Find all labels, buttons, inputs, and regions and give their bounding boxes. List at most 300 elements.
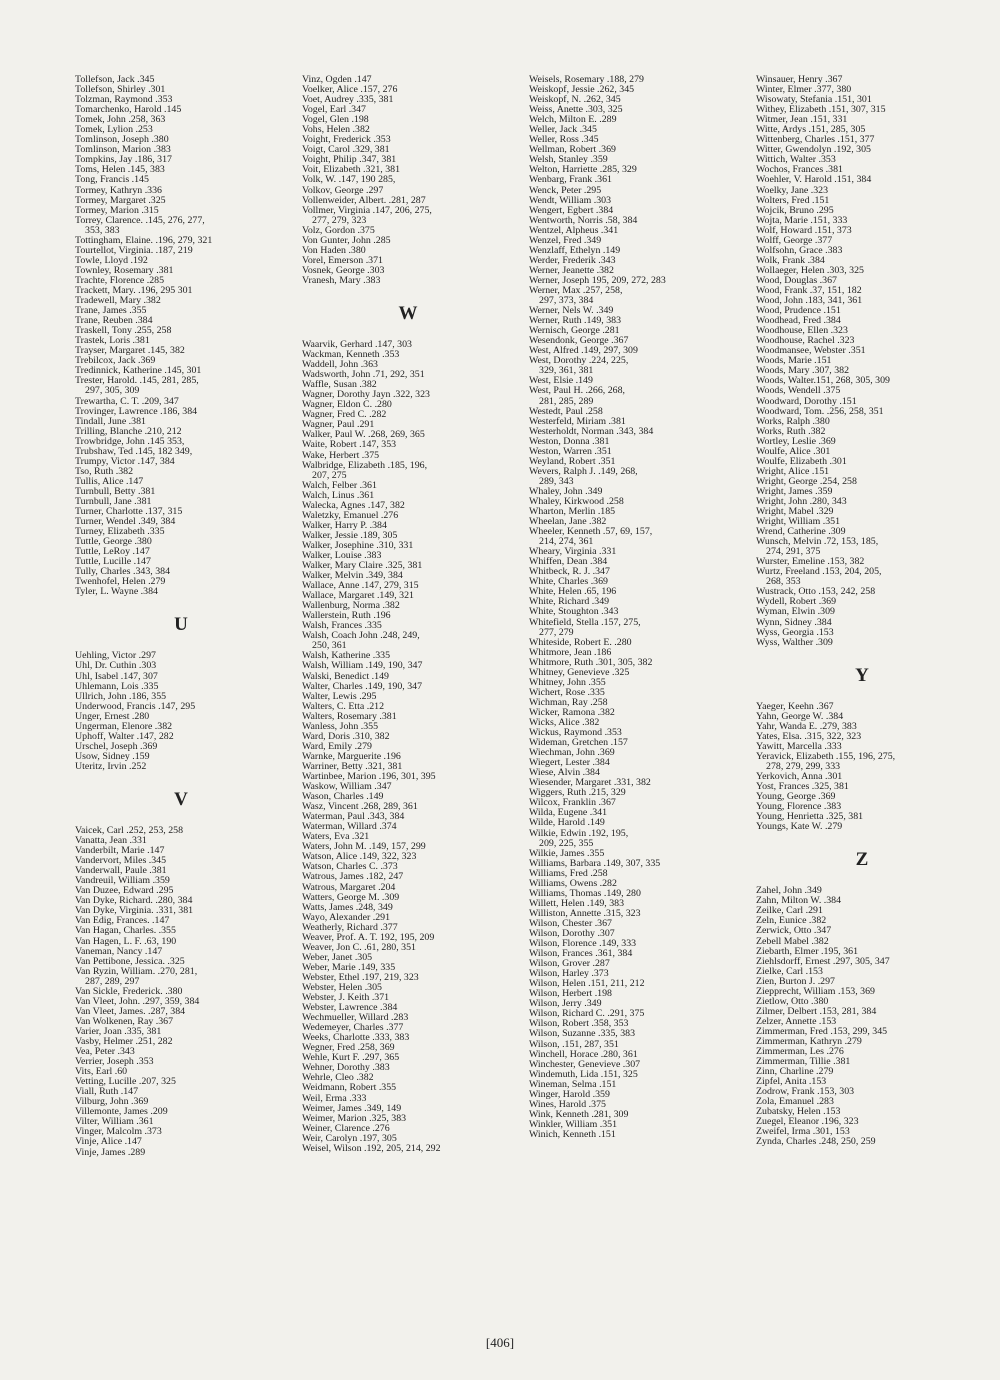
index-entry: White, Stoughton .343 xyxy=(529,607,619,618)
index-entry: Webster, Ethel .197, 219, 323 xyxy=(302,972,419,983)
index-entry: Watts, James .248, 349 xyxy=(302,902,393,913)
index-entry: Waletzky, Emanuel .276 xyxy=(302,510,399,521)
index-entry: Weiss, Anette .303, 325 xyxy=(529,105,623,116)
index-entry: Ullrich, John .186, 355 xyxy=(75,691,167,702)
index-entry-continuation: 297, 373, 384 xyxy=(539,296,594,307)
index-entry: Williams, Fred .258 xyxy=(529,868,608,879)
index-entry: Turner, Wendel .349, 384 xyxy=(75,517,176,528)
index-entry: Unger, Ernest .280 xyxy=(75,711,150,722)
index-entry: Van Sickle, Frederick. .380 xyxy=(75,986,183,997)
index-entry: Trackett, Mary. .196, 295 301 xyxy=(75,285,193,296)
index-entry: Van Edig, Frances. .147 xyxy=(75,916,170,927)
index-entry: Wilde, Harold .149 xyxy=(529,818,605,829)
index-entry: Wilcox, Franklin .367 xyxy=(529,798,616,809)
index-entry: Wyman, Elwin .309 xyxy=(756,607,835,618)
index-entry: Wojcik, Bruno .295 xyxy=(756,205,834,216)
index-entry: Woods, Walter.151, 268, 305, 309 xyxy=(756,376,890,387)
index-entry: Woelky, Jane .323 xyxy=(756,185,829,196)
index-entry: Urschel, Joseph .369 xyxy=(75,741,158,752)
index-entry: Vaneman, Nancy .147 xyxy=(75,946,163,957)
index-entry: Trebilcox, Jack .369 xyxy=(75,356,156,367)
index-entry: Wolfsohn, Grace .383 xyxy=(756,245,843,256)
index-entry: Woodward, Dorothy .151 xyxy=(756,396,857,407)
index-entry: Tuttle, Lucille .147 xyxy=(75,557,151,568)
index-entry: Webster, Helen .305 xyxy=(302,982,382,993)
index-entry: Weimer, James .349, 149 xyxy=(302,1103,402,1114)
index-entry: Winchell, Horace .280, 361 xyxy=(529,1049,638,1060)
index-entry: Werder, Frederik .343 xyxy=(529,255,616,266)
index-entry: Trayser, Margaret .145, 382 xyxy=(75,346,185,357)
index-entry: Vandervort, Miles .345 xyxy=(75,856,167,867)
index-entry: Wallace, Anne .147, 279, 315 xyxy=(302,581,419,592)
index-entry: Young, Florence .383 xyxy=(756,802,842,813)
index-entry: West, Dorothy .224, 225, xyxy=(529,356,629,367)
index-entry: Westerholdt, Norman .343, 384 xyxy=(529,426,654,437)
index-entry: Vinje, Alice .147 xyxy=(75,1137,142,1148)
index-entry: Underwood, Francis .147, 295 xyxy=(75,701,196,712)
index-entry: Weller, Ross .345 xyxy=(529,135,599,146)
index-entry: Uhlemann, Lois .335 xyxy=(75,681,159,692)
index-entry: Walker, Josephine .310, 331 xyxy=(302,540,414,551)
index-entry: Tormey, Marion .315 xyxy=(75,205,159,216)
index-entry: Wustrack, Otto .153, 242, 258 xyxy=(756,587,876,598)
index-entry: Yahn, George W. .384 xyxy=(756,711,844,722)
index-entry: Weiskopf, Jessie .262, 345 xyxy=(529,85,635,96)
index-entry: Wright, Alice .151 xyxy=(756,466,830,477)
index-entry: Usow, Sidney .159 xyxy=(75,751,150,762)
index-entry: Woehler, V. Harold .151, 384 xyxy=(756,175,872,186)
index-entry: Varier, Joan .335, 381 xyxy=(75,1026,162,1037)
index-entry: Tradewell, Mary .382 xyxy=(75,296,161,307)
index-entry: West, Alfred .149, 297, 309 xyxy=(529,346,638,357)
index-entry: Towle, Lloyd .192 xyxy=(75,255,148,266)
index-entry: Wiechman, John .369 xyxy=(529,748,615,759)
index-entry: Tredinnick, Katherine .145, 301 xyxy=(75,366,202,377)
index-entry: Wittich, Walter .353 xyxy=(756,155,836,166)
index-entry: Zola, Emanuel .283 xyxy=(756,1097,834,1108)
index-entry: Trowbridge, John .145 353, xyxy=(75,436,185,447)
index-entry: Walecka, Agnes .147, 382 xyxy=(302,500,405,511)
index-entry: Vaicek, Carl .252, 253, 258 xyxy=(75,826,184,836)
index-entry: Tomarchenko, Harold .145 xyxy=(75,105,182,116)
index-entry: Welton, Harriette .285, 329 xyxy=(529,165,637,176)
index-entry: Verrier, Joseph .353 xyxy=(75,1057,154,1068)
index-entry: Weston, Donna .381 xyxy=(529,436,610,447)
index-entry: Vilburg, John .369 xyxy=(75,1097,149,1108)
index-entry: Tourtellot, Virginia. .187, 219 xyxy=(75,245,193,256)
section-letter: Y xyxy=(855,664,869,686)
index-entry: Ward, Doris .310, 382 xyxy=(302,731,390,742)
index-entry: Wideman, Gretchen .157 xyxy=(529,738,628,749)
index-entry: Wolf, Howard .151, 373 xyxy=(756,225,852,236)
index-entry: Weeks, Charlotte .333, 383 xyxy=(302,1033,410,1044)
index-entry: Wolk, Frank .384 xyxy=(756,255,825,266)
index-entry: Wilkie, James .355 xyxy=(529,848,605,859)
index-entry: Webster, J. Keith .371 xyxy=(302,993,390,1004)
index-entry: Twenhofel, Helen .279 xyxy=(75,577,166,588)
index-entry: Yaeger, Keehn .367 xyxy=(756,701,834,712)
index-entry: White, Richard .349 xyxy=(529,597,610,608)
index-entry: Werner, Ruth .149, 383 xyxy=(529,316,622,327)
index-entry: Works, Ruth .382 xyxy=(756,426,826,437)
index-entry: Tyler, L. Wayne .384 xyxy=(75,587,158,598)
index-entry: Withey, Elizabeth .151, 307, 315 xyxy=(756,105,886,116)
index-entry-continuation: 209, 225, 355 xyxy=(539,838,594,849)
index-entry: Wineman, Selma .151 xyxy=(529,1079,617,1090)
index-entry: Winger, Harold .359 xyxy=(529,1089,610,1100)
index-entry: Wiesender, Margaret .331, 382 xyxy=(529,778,651,789)
index-entry: Trane, James .355 xyxy=(75,306,147,317)
index-entry: Williston, Annette .315, 323 xyxy=(529,908,641,919)
index-entry: Winchester, Genevieve .307 xyxy=(529,1059,641,1070)
index-entry-continuation: 250, 361 xyxy=(312,641,347,652)
index-entry: Wheeler, Kenneth .57, 69, 157, xyxy=(529,527,653,538)
index-entry: Vinz, Ogden .147 xyxy=(302,75,372,85)
index-entry: Wentworth, Norris .58, 384 xyxy=(529,215,638,226)
index-entry: Webster, Lawrence .384 xyxy=(302,1003,398,1014)
index-entry: Wortley, Leslie .369 xyxy=(756,436,836,447)
index-entry: Walch, Linus .361 xyxy=(302,490,375,501)
index-entry: Wright, James .359 xyxy=(756,486,833,497)
index-entry: Wilkie, Edwin .192, 195, xyxy=(529,828,629,839)
index-entry: Zilmer, Delbert .153, 281, 384 xyxy=(756,1006,877,1017)
index-entry: Wentzel, Alpheus .341 xyxy=(529,225,619,236)
index-entry: Woodward, Tom. .256, 258, 351 xyxy=(756,406,884,417)
index-entry: Von Gunter, John .285 xyxy=(302,235,391,246)
index-entry: Yerkovich, Anna .301 xyxy=(756,772,843,782)
index-entry: White, Charles .369 xyxy=(529,577,608,588)
index-entry: Wrend, Catherine .309 xyxy=(756,527,846,538)
index-entry: Warriner, Betty .321, 381 xyxy=(302,761,403,772)
index-entry: Yahr, Wanda E. .279, 383 xyxy=(756,721,857,732)
index-entry: Wichert, Rose .335 xyxy=(529,687,605,698)
index-entry: Vasby, Helmer .251, 282 xyxy=(75,1036,173,1047)
index-entry: Wegner, Fred .258, 369 xyxy=(302,1043,395,1054)
index-entry: Trubshaw, Ted .145, 182 349, xyxy=(75,446,193,457)
index-entry: Waite, Robert .147, 353 xyxy=(302,440,397,451)
index-entry: Van Pettibone, Jessica. .325 xyxy=(75,956,185,967)
index-entry: Zipfel, Anita .153 xyxy=(756,1077,827,1088)
index-entry: Wenbarg, Frank .361 xyxy=(529,175,612,186)
index-entry: Wojta, Marie .151, 333 xyxy=(756,215,848,226)
index-entry: Ungerman, Elenore .382 xyxy=(75,721,173,732)
index-entry: Wilson, Jerry .349 xyxy=(529,999,602,1010)
index-entry: Wechmueller, Willard .283 xyxy=(302,1013,409,1024)
index-entry: West, Elsie .149 xyxy=(529,376,593,387)
index-entry: Wehle, Kurt F. .297, 365 xyxy=(302,1053,400,1064)
index-entry: Wehner, Dorothy .383 xyxy=(302,1063,390,1074)
index-entry: Uehling, Victor .297 xyxy=(75,651,156,662)
index-entry: Werner, Jeanette .382 xyxy=(529,265,614,276)
index-entry: Wilson, Suzanne .335, 383 xyxy=(529,1029,636,1040)
index-entry: Wood, John .183, 341, 361 xyxy=(756,296,863,307)
index-entry: Watters, George M. .309 xyxy=(302,892,400,903)
index-entry: Tindall, June .381 xyxy=(75,416,146,427)
index-entry: Von Haden .380 xyxy=(302,245,366,256)
index-entry-continuation: 297, 305, 309 xyxy=(85,386,140,397)
index-entry: Vanderbilt, Marie .147 xyxy=(75,846,165,857)
index-entry: Woodhouse, Ellen .323 xyxy=(756,326,848,337)
index-entry: Wilda, Eugene .341 xyxy=(529,808,608,819)
index-entry: Whitmore, Ruth .301, 305, 382 xyxy=(529,657,653,668)
index-entry: Whiffen, Dean .384 xyxy=(529,557,608,568)
index-entry: Walsh, Katherine .335 xyxy=(302,651,391,662)
index-entry: Traskell, Tony .255, 258 xyxy=(75,326,172,337)
index-entry: Weidmann, Robert .355 xyxy=(302,1083,397,1094)
index-entry: Westerfeld, Miriam .381 xyxy=(529,416,626,427)
index-entry: Wedemeyer, Charles .377 xyxy=(302,1023,404,1034)
index-entry: Watson, Charles C. .373 xyxy=(302,862,398,873)
index-entry: Zinn, Charline .279 xyxy=(756,1067,834,1078)
index-entry: Wharton, Merlin .185 xyxy=(529,507,616,518)
index-entry: Waskow, William .347 xyxy=(302,782,392,793)
index-entry: Tollefson, Jack .345 xyxy=(75,75,155,85)
index-entry: Werner, Joseph 195, 209, 272, 283 xyxy=(529,275,666,286)
index-entry: Walker, Mary Claire .325, 381 xyxy=(302,561,423,572)
index-entry-continuation: 268, 353 xyxy=(766,577,801,588)
index-entry: Vollenweider, Albert. .281, 287 xyxy=(302,195,426,206)
index-entry: Uhl, Isabel .147, 307 xyxy=(75,671,158,682)
index-entry: Vosnek, George .303 xyxy=(302,265,385,276)
index-entry: Wright, Mabel .329 xyxy=(756,507,834,518)
index-entry: West, Paul H. .266, 268, xyxy=(529,386,626,397)
index-entry: Wheary, Virginia .331 xyxy=(529,547,617,558)
index-entry: Wurster, Emeline .153, 382 xyxy=(756,557,865,568)
index-entry: Tso, Ruth .382 xyxy=(75,466,134,477)
index-entry: Wittenberg, Charles .151, 377 xyxy=(756,135,875,146)
index-entry: Volkov, George .297 xyxy=(302,185,384,196)
index-entry: Weaver, Prof. A. T. 192, 195, 209 xyxy=(302,932,435,943)
index-entry: Zubatsky, Helen .153 xyxy=(756,1107,841,1118)
index-entry: Townley, Rosemary .381 xyxy=(75,265,174,276)
index-entry: Young, George .369 xyxy=(756,792,836,803)
index-entry: Wesendonk, George .367 xyxy=(529,336,629,347)
index-entry: Werner, Nels W. .349 xyxy=(529,306,614,317)
index-entry: Young, Henrietta .325, 381 xyxy=(756,812,864,823)
index-entry: Wilson, Richard C. .291, 375 xyxy=(529,1009,645,1020)
index-entry: Walker, Jessie .189, 305 xyxy=(302,530,398,541)
index-entry: Uphoff, Walter .147, 282 xyxy=(75,731,174,742)
index-entry: Uhl, Dr. Cuthin .303 xyxy=(75,661,157,672)
index-entry: Wehrle, Cleo .382 xyxy=(302,1073,374,1084)
index-entry: Weir, Carolyn .197, 305 xyxy=(302,1133,397,1144)
index-entry: Van Duzee, Edward .295 xyxy=(75,886,174,897)
index-entry: Wynn, Sidney .384 xyxy=(756,617,832,628)
index-entry: Viall, Ruth .147 xyxy=(75,1087,139,1098)
page-number: [406] xyxy=(485,1335,515,1350)
index-entry: Wellman, Robert .369 xyxy=(529,145,616,156)
index-entry: Winich, Kenneth .151 xyxy=(529,1129,616,1140)
index-entry: Woodmansee, Webster .351 xyxy=(756,346,866,357)
index-entry: Wagner, Paul .291 xyxy=(302,420,375,431)
index-entry: Voet, Audrey .335, 381 xyxy=(302,95,394,106)
index-entry: Wiegert, Lester .384 xyxy=(529,758,610,769)
index-entry: Voit, Elizabeth .321, 381 xyxy=(302,165,401,176)
index-entry: Trester, Harold. .145, 281, 285, xyxy=(75,376,199,387)
index-entry: Van Wolkenen, Ray .367 xyxy=(75,1016,174,1027)
index-entry: Wicks, Alice .382 xyxy=(529,718,600,728)
index-entry: Williams, Thomas .149, 280 xyxy=(529,888,641,899)
index-entry: Whaley, John .349 xyxy=(529,486,603,497)
index-entry: Wenzel, Fred .349 xyxy=(529,235,602,246)
index-entry: Wilson, Frances .361, 384 xyxy=(529,949,633,960)
index-entry: Trilling, Blanche .210, 212 xyxy=(75,426,182,437)
index-entry: Walter, Charles .149, 190, 347 xyxy=(302,681,423,692)
index-entry: Vogel, Earl .347 xyxy=(302,105,366,116)
index-entry: Weil, Erma .333 xyxy=(302,1093,367,1104)
index-entry: Vollmer, Virginia .147, 206, 275, xyxy=(302,205,432,216)
index-entry: Woulfe, Alice .301 xyxy=(756,446,831,457)
index-entry: Walker, Melvin .349, 384 xyxy=(302,571,403,582)
index-entry: Voelker, Alice .157, 276 xyxy=(302,85,398,96)
index-entry: Trachte, Florence .285 xyxy=(75,275,165,286)
index-entry: Willett, Helen .149, 383 xyxy=(529,898,625,909)
index-entry: Walsh, Frances .335 xyxy=(302,621,382,632)
index-entry-continuation: 277, 279, 323 xyxy=(312,215,367,226)
index-entry: Tomlinson, Marion .383 xyxy=(75,145,171,156)
index-entry: Wagner, Fred C. .282 xyxy=(302,410,387,421)
index-entry: Wilson, Grover .287 xyxy=(529,959,610,970)
index-entry: Woulfe, Elizabeth .301 xyxy=(756,456,847,467)
index-entry: Weller, Jack .345 xyxy=(529,125,597,136)
index-entry: Wallerstein, Ruth .196 xyxy=(302,611,391,622)
index-entry: Turner, Charlotte .137, 315 xyxy=(75,507,183,518)
index-entry: Wilson, .151, 287, 351 xyxy=(529,1039,619,1050)
index-entry: Van Dyke, Richard. .280, 384 xyxy=(75,896,193,907)
index-entry: Waters, Eva .321 xyxy=(302,832,370,843)
index-entry: Wickus, Raymond .353 xyxy=(529,728,622,739)
index-entry: Waddell, John .363 xyxy=(302,360,378,371)
index-entry: Van Vleet, James. .287, 384 xyxy=(75,1006,186,1017)
index-entry: Yawitt, Marcella .333 xyxy=(756,741,842,752)
index-entry: Vinger, Malcolm .373 xyxy=(75,1127,162,1138)
index-entry: Wyss, Walther .309 xyxy=(756,637,833,648)
index-entry: Zahel, John .349 xyxy=(756,886,822,897)
index-entry: Villemonte, James .209 xyxy=(75,1107,168,1118)
index-entry: Vorel, Emerson .371 xyxy=(302,255,383,266)
section-letter: Z xyxy=(855,849,869,871)
index-entry: Waarvik, Gerhard .147, 303 xyxy=(302,339,412,350)
index-entry: Tullis, Alice .147 xyxy=(75,476,144,487)
index-entry: Voigt, Carol .329, 381 xyxy=(302,145,390,156)
index-entry: Witter, Gwendolyn .192, 305 xyxy=(756,145,871,156)
index-entry-continuation: 274, 291, 375 xyxy=(766,547,821,558)
index-entry: Woods, Marie .151 xyxy=(756,356,832,367)
index-entry: Wood, Frank .37, 151, 182 xyxy=(756,285,862,296)
index-entry: Witte, Ardys .151, 285, 305 xyxy=(756,125,866,136)
index-entry: Vogel, Glen .198 xyxy=(302,115,369,126)
index-entry: Weimer, Marion .325, 383 xyxy=(302,1113,407,1124)
index-entry: Volk, W. .147, 190 285, xyxy=(302,175,396,186)
index-entry-continuation: 277, 279 xyxy=(539,627,574,638)
index-entry: Winter, Elmer .377, 380 xyxy=(756,85,852,96)
index-entry: Vanatta, Jean .331 xyxy=(75,836,147,847)
index-entry: Weber, Janet .305 xyxy=(302,952,373,963)
index-entry: Whiteside, Robert E. .280 xyxy=(529,637,632,648)
index-entry: Zeln, Eunice .382 xyxy=(756,916,827,927)
index-entry-continuation: 214, 274, 361 xyxy=(539,537,594,548)
index-entry: Tuttle, George .380 xyxy=(75,537,152,548)
index-entry: Walker, Harry P. .384 xyxy=(302,520,387,531)
index-entry: Whitefield, Stella .157, 275, xyxy=(529,617,641,628)
index-entry: Zerwick, Otto .347 xyxy=(756,926,832,937)
index-entry: Zebell Mabel .382 xyxy=(756,936,829,947)
index-entry: Works, Ralph .380 xyxy=(756,416,830,427)
index-entry: Williams, Barbara .149, 307, 335 xyxy=(529,858,661,869)
index-entry: Turney, Elizabeth .335 xyxy=(75,527,165,538)
index-entry: Uteritz, Irvin .252 xyxy=(75,761,147,772)
index-entry: Wartinbee, Marion .196, 301, 395 xyxy=(302,772,436,782)
index-entry-continuation: 289, 343 xyxy=(539,476,574,487)
index-entry: Winsauer, Henry .367 xyxy=(756,75,843,85)
index-entry: Weisel, Wilson .192, 205, 214, 292 xyxy=(302,1143,441,1154)
index-entry: Walters, C. Etta .212 xyxy=(302,701,385,712)
index-entry: Vohs, Helen .382 xyxy=(302,125,370,136)
index-entry: Wasz, Vincent .268, 289, 361 xyxy=(302,802,418,813)
index-column-1 xyxy=(75,75,287,1158)
index-entry: Wyss, Georgia .153 xyxy=(756,627,834,638)
index-entry: Wood, Prudence .151 xyxy=(756,306,841,317)
index-entry: Van Vleet, John. .297, 359, 384 xyxy=(75,996,200,1007)
index-entry: Vandreuil, William .359 xyxy=(75,876,170,887)
index-entry: Weisels, Rosemary .188, 279 xyxy=(529,75,644,85)
index-entry: Ziepprecht, William .153, 369 xyxy=(756,986,875,997)
section-letter: V xyxy=(174,789,188,810)
index-entry: Tong, Francis .145 xyxy=(75,175,149,186)
index-entry: Wilson, Chester .367 xyxy=(529,918,612,929)
index-entry: Wurtz, Freeland .153, 204, 205, xyxy=(756,567,882,578)
index-entry: Vilter, William .361 xyxy=(75,1117,154,1128)
index-entry: Wernisch, George .281 xyxy=(529,326,620,337)
index-entry: Wallace, Margaret .149, 321 xyxy=(302,591,414,602)
index-entry: Trastek, Loris .381 xyxy=(75,336,150,347)
index-entry: Zielke, Carl .153 xyxy=(756,966,823,977)
index-entry: Zynda, Charles .248, 250, 259 xyxy=(756,1137,876,1148)
index-entry-continuation: 287, 289, 297 xyxy=(85,976,140,987)
index-entry: Waterman, Willard .374 xyxy=(302,822,397,833)
index-entry: Walski, Benedict .149 xyxy=(302,671,389,682)
index-entry: Westedt, Paul .258 xyxy=(529,406,603,417)
index-entry: Turnbull, Jane .381 xyxy=(75,496,152,507)
index-entry: Walsh, Coach John .248, 249, xyxy=(302,631,420,642)
index-entry: Watrous, James .182, 247 xyxy=(302,872,404,883)
index-entry: Yates, Elsa. .315, 322, 323 xyxy=(756,731,862,742)
index-entry: Wadsworth, John .71, 292, 351 xyxy=(302,370,425,381)
index-entry: Yost, Frances .325, 381 xyxy=(756,782,849,793)
section-letter: U xyxy=(174,614,188,636)
index-entry: Tomek, John .258, 363 xyxy=(75,115,166,126)
index-entry: Wines, Harold .375 xyxy=(529,1099,606,1110)
index-entry: Zuegel, Eleanor .196, 323 xyxy=(756,1117,859,1128)
index-entry: Zietlow, Otto .380 xyxy=(756,996,829,1007)
index-entry: Youngs, Kate W. .279 xyxy=(756,822,843,833)
index-entry: Zeilke, Carl .291 xyxy=(756,906,823,917)
index-entry: Van Hagan, Charles. .355 xyxy=(75,926,176,937)
index-entry: Wake, Herbert .375 xyxy=(302,450,380,461)
index-column-4 xyxy=(756,75,968,1148)
index-entry: Weaver, Jon C. .61, 280, 351 xyxy=(302,942,416,953)
index-entry: Walch, Felber .361 xyxy=(302,480,377,491)
index-entry: Weber, Marie .149, 335 xyxy=(302,962,396,973)
index-entry: Winkler, William .351 xyxy=(529,1119,618,1130)
index-entry: Wochos, Frances .381 xyxy=(756,165,843,176)
index-entry: Wilson, Harley .373 xyxy=(529,969,609,980)
index-entry: Walbridge, Elizabeth .185, 196, xyxy=(302,460,428,471)
index-entry: Wayo, Alexander .291 xyxy=(302,912,391,923)
index-entry: Torrey, Clarence. .145, 276, 277, xyxy=(75,215,205,226)
index-entry: Wunsch, Melvin .72, 153, 185, xyxy=(756,537,879,548)
index-entry-continuation: 329, 361, 381 xyxy=(539,366,594,377)
